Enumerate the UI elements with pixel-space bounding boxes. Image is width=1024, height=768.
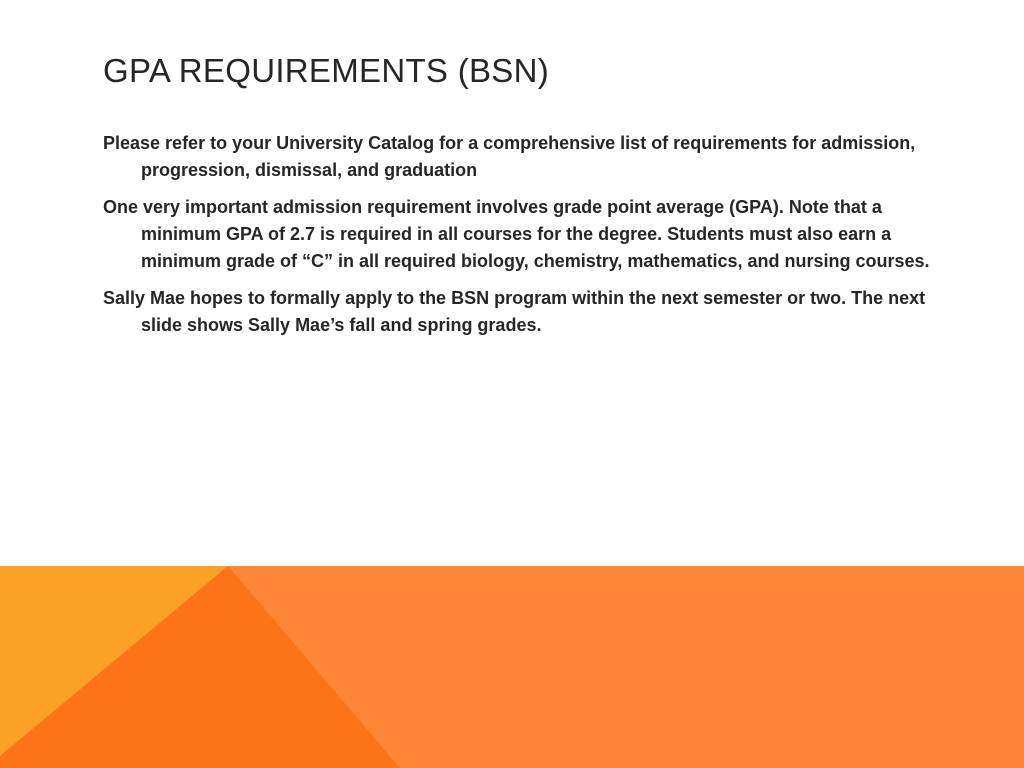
paragraph: Sally Mae hopes to formally apply to the BSN program within the next semester or two. The next slide shows Sally Mae’s fall and spring grades. (103, 288, 926, 335)
paragraph: Please refer to your University Catalog for a comprehensive list of requirements for admission, progression, dismissal, and graduation (103, 133, 916, 180)
body-text (103, 130, 933, 349)
slide-title: GPA REQUIREMENTS (BSN) (103, 52, 550, 89)
paragraph: One very important admission requirement involves grade point average (GPA). Note that a minimum GPA of 2.7 is required in all courses for the degree. Students must also earn a minimum grade of “C” in all required biology, chemistry, mathematics, and nursing courses. (103, 197, 930, 271)
decorative-footer-band (0, 566, 1024, 768)
